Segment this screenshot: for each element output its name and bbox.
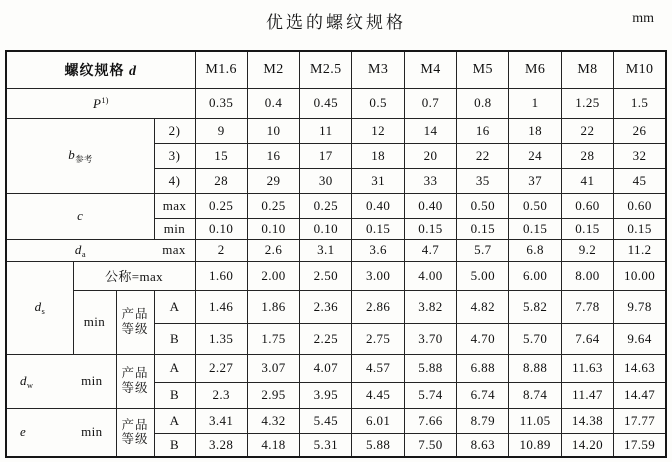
table-row-b2 <box>6 118 666 143</box>
corner-var: d <box>129 63 137 79</box>
value-cell: 1.5 <box>614 88 666 118</box>
value-cell: 17.77 <box>614 408 666 433</box>
value-cell: 1.86 <box>247 290 299 323</box>
value-cell: 2 <box>195 239 247 261</box>
column-header: M8 <box>561 51 613 88</box>
value-cell: 2.36 <box>300 290 352 323</box>
value-cell: 14.47 <box>614 382 666 408</box>
value-cell: 3.41 <box>195 408 247 433</box>
table-row-dw-a <box>6 354 666 382</box>
value-cell: 0.25 <box>300 193 352 218</box>
value-cell: 0.15 <box>352 218 404 239</box>
value-cell: 29 <box>247 168 299 193</box>
value-cell: 1.60 <box>195 261 247 290</box>
value-cell: 6.01 <box>352 408 404 433</box>
value-cell: 8.79 <box>457 408 509 433</box>
value-cell: 14.20 <box>561 433 613 457</box>
value-cell: 5.45 <box>300 408 352 433</box>
value-cell: 0.10 <box>195 218 247 239</box>
value-cell: 5.82 <box>509 290 561 323</box>
value-cell: 17.59 <box>614 433 666 457</box>
grade-line2: 等级 <box>121 381 149 395</box>
label-product-grade <box>116 354 154 408</box>
note-3: 3) <box>154 143 195 168</box>
corner-cell <box>6 51 195 88</box>
note-4: 4) <box>154 168 195 193</box>
value-cell: 5.31 <box>300 433 352 457</box>
value-cell: 2.50 <box>300 261 352 290</box>
value-cell: 0.10 <box>247 218 299 239</box>
value-cell: 2.6 <box>247 239 299 261</box>
e-symbol: e <box>20 424 27 440</box>
value-cell: 20 <box>404 143 456 168</box>
value-cell: 0.50 <box>509 193 561 218</box>
label-ds <box>6 261 73 354</box>
column-header: M2 <box>247 51 299 88</box>
value-cell: 5.70 <box>509 323 561 354</box>
b-subscript: 参考 <box>75 153 93 164</box>
grade-b-cell: B <box>154 433 195 457</box>
table-row-e-a <box>6 408 666 433</box>
value-cell: 11.47 <box>561 382 613 408</box>
value-cell: 1.75 <box>247 323 299 354</box>
value-cell: 22 <box>561 118 613 143</box>
value-cell: 3.28 <box>195 433 247 457</box>
value-cell: 12 <box>352 118 404 143</box>
value-cell: 0.15 <box>404 218 456 239</box>
value-cell: 22 <box>457 143 509 168</box>
value-cell: 14 <box>404 118 456 143</box>
grade-a-cell: A <box>154 290 195 323</box>
value-cell: 11.05 <box>509 408 561 433</box>
value-cell: 31 <box>352 168 404 193</box>
value-cell: 1.25 <box>561 88 613 118</box>
value-cell: 0.15 <box>457 218 509 239</box>
dw-symbol: $d_w$ <box>20 372 34 390</box>
value-cell: 2.86 <box>352 290 404 323</box>
value-cell: 8.74 <box>509 382 561 408</box>
table-row-header <box>6 51 666 88</box>
table-row-ds-a <box>6 290 666 323</box>
title-bar <box>0 8 672 38</box>
value-cell: 26 <box>614 118 666 143</box>
value-cell: 0.7 <box>404 88 456 118</box>
value-cell: 7.78 <box>561 290 613 323</box>
value-cell: 0.15 <box>614 218 666 239</box>
value-cell: 37 <box>509 168 561 193</box>
value-cell: 6.00 <box>509 261 561 290</box>
grade-b-cell: B <box>154 323 195 354</box>
ds-symbol: d <box>34 299 42 314</box>
value-cell: 0.50 <box>457 193 509 218</box>
value-cell: 4.00 <box>404 261 456 290</box>
value-cell: 14.63 <box>614 354 666 382</box>
corner-label: 螺纹规格 <box>64 63 125 79</box>
value-cell: 3.00 <box>352 261 404 290</box>
value-cell: 33 <box>404 168 456 193</box>
grade-a-cell: A <box>154 354 195 382</box>
page-title: 优选的螺纹规格 <box>266 13 406 32</box>
value-cell: 6.88 <box>457 354 509 382</box>
value-cell: 0.15 <box>509 218 561 239</box>
label-p <box>6 88 195 118</box>
value-cell: 5.74 <box>404 382 456 408</box>
column-header: M10 <box>614 51 666 88</box>
value-cell: 3.6 <box>352 239 404 261</box>
value-cell: 0.25 <box>195 193 247 218</box>
value-cell: 28 <box>561 143 613 168</box>
column-header: M3 <box>352 51 404 88</box>
label-b <box>6 118 154 193</box>
value-cell: 4.45 <box>352 382 404 408</box>
value-cell: 4.07 <box>300 354 352 382</box>
grade-b-cell: B <box>154 382 195 408</box>
value-cell: 7.64 <box>561 323 613 354</box>
value-cell: 4.32 <box>247 408 299 433</box>
value-cell: 35 <box>457 168 509 193</box>
value-cell: 7.66 <box>404 408 456 433</box>
column-header: M1.6 <box>195 51 247 88</box>
value-cell: 2.75 <box>352 323 404 354</box>
value-cell: 11 <box>300 118 352 143</box>
value-cell: 24 <box>509 143 561 168</box>
note-2: 2) <box>154 118 195 143</box>
label-min: min <box>154 218 195 239</box>
value-cell: 2.95 <box>247 382 299 408</box>
value-cell: 0.45 <box>300 88 352 118</box>
value-cell: 10 <box>247 118 299 143</box>
value-cell: 2.25 <box>300 323 352 354</box>
column-header: M4 <box>404 51 456 88</box>
value-cell: 0.40 <box>404 193 456 218</box>
value-cell: 3.1 <box>300 239 352 261</box>
value-cell: 0.60 <box>561 193 613 218</box>
column-header: M6 <box>509 51 561 88</box>
value-cell: 4.82 <box>457 290 509 323</box>
value-cell: 1.35 <box>195 323 247 354</box>
value-cell: 6.8 <box>509 239 561 261</box>
label-max: max <box>154 193 195 218</box>
value-cell: 32 <box>614 143 666 168</box>
value-cell: 9 <box>195 118 247 143</box>
value-cell: 9.2 <box>561 239 613 261</box>
value-cell: 16 <box>457 118 509 143</box>
value-cell: 30 <box>300 168 352 193</box>
value-cell: 14.38 <box>561 408 613 433</box>
label-dw <box>6 354 116 408</box>
value-cell: 15 <box>195 143 247 168</box>
value-cell: 0.5 <box>352 88 404 118</box>
value-cell: 9.64 <box>614 323 666 354</box>
table-row-cmax <box>6 193 666 218</box>
label-e <box>6 408 116 457</box>
value-cell: 10.00 <box>614 261 666 290</box>
label-nominal-max: 公称=max <box>73 261 195 290</box>
da-symbol: $d_a$ <box>74 241 86 259</box>
value-cell: 1 <box>509 88 561 118</box>
value-cell: 3.82 <box>404 290 456 323</box>
value-cell: 0.35 <box>195 88 247 118</box>
table-row-p <box>6 88 666 118</box>
value-cell: 28 <box>195 168 247 193</box>
value-cell: 0.40 <box>352 193 404 218</box>
value-cell: 0.4 <box>247 88 299 118</box>
value-cell: 11.2 <box>614 239 666 261</box>
thread-spec-table <box>5 50 667 458</box>
value-cell: 9.78 <box>614 290 666 323</box>
table-row-ds-nominal <box>6 261 666 290</box>
value-cell: 2.00 <box>247 261 299 290</box>
label-min: min <box>81 373 103 388</box>
value-cell: 6.74 <box>457 382 509 408</box>
value-cell: 2.27 <box>195 354 247 382</box>
value-cell: 4.70 <box>457 323 509 354</box>
value-cell: 8.00 <box>561 261 613 290</box>
label-product-grade <box>116 290 154 354</box>
label-min: min <box>81 424 103 440</box>
p-footnote-mark: 1) <box>101 94 109 105</box>
grade-line2: 等级 <box>121 322 149 336</box>
value-cell: 4.7 <box>404 239 456 261</box>
value-cell: 0.60 <box>614 193 666 218</box>
label-min: min <box>73 290 116 354</box>
value-cell: 8.88 <box>509 354 561 382</box>
value-cell: 5.88 <box>352 433 404 457</box>
value-cell: 0.25 <box>247 193 299 218</box>
value-cell: 8.63 <box>457 433 509 457</box>
value-cell: 3.95 <box>300 382 352 408</box>
value-cell: 0.8 <box>457 88 509 118</box>
value-cell: 2.3 <box>195 382 247 408</box>
label-c: c <box>6 193 154 239</box>
value-cell: 41 <box>561 168 613 193</box>
value-cell: 17 <box>300 143 352 168</box>
grade-a-cell: A <box>154 408 195 433</box>
grade-line2: 等级 <box>121 432 149 447</box>
value-cell: 18 <box>352 143 404 168</box>
value-cell: 10.89 <box>509 433 561 457</box>
value-cell: 5.00 <box>457 261 509 290</box>
value-cell: 18 <box>509 118 561 143</box>
value-cell: 4.18 <box>247 433 299 457</box>
value-cell: 5.7 <box>457 239 509 261</box>
ds-subscript: s <box>41 306 45 316</box>
value-cell: 45 <box>614 168 666 193</box>
grade-line1: 产品 <box>121 307 149 322</box>
table-row-da <box>6 239 666 261</box>
grade-line1: 产品 <box>121 366 149 381</box>
p-symbol: P <box>93 95 102 111</box>
label-max: max <box>162 242 186 257</box>
column-header: M2.5 <box>300 51 352 88</box>
unit-label: mm <box>632 11 654 26</box>
grade-line1: 产品 <box>121 417 149 432</box>
value-cell: 3.70 <box>404 323 456 354</box>
value-cell: 1.46 <box>195 290 247 323</box>
label-da <box>6 239 195 261</box>
b-symbol: b <box>68 146 76 162</box>
value-cell: 16 <box>247 143 299 168</box>
label-product-grade <box>116 408 154 457</box>
value-cell: 0.10 <box>300 218 352 239</box>
value-cell: 11.63 <box>561 354 613 382</box>
column-header: M5 <box>457 51 509 88</box>
value-cell: 7.50 <box>404 433 456 457</box>
value-cell: 5.88 <box>404 354 456 382</box>
value-cell: 3.07 <box>247 354 299 382</box>
value-cell: 0.15 <box>561 218 613 239</box>
value-cell: 4.57 <box>352 354 404 382</box>
